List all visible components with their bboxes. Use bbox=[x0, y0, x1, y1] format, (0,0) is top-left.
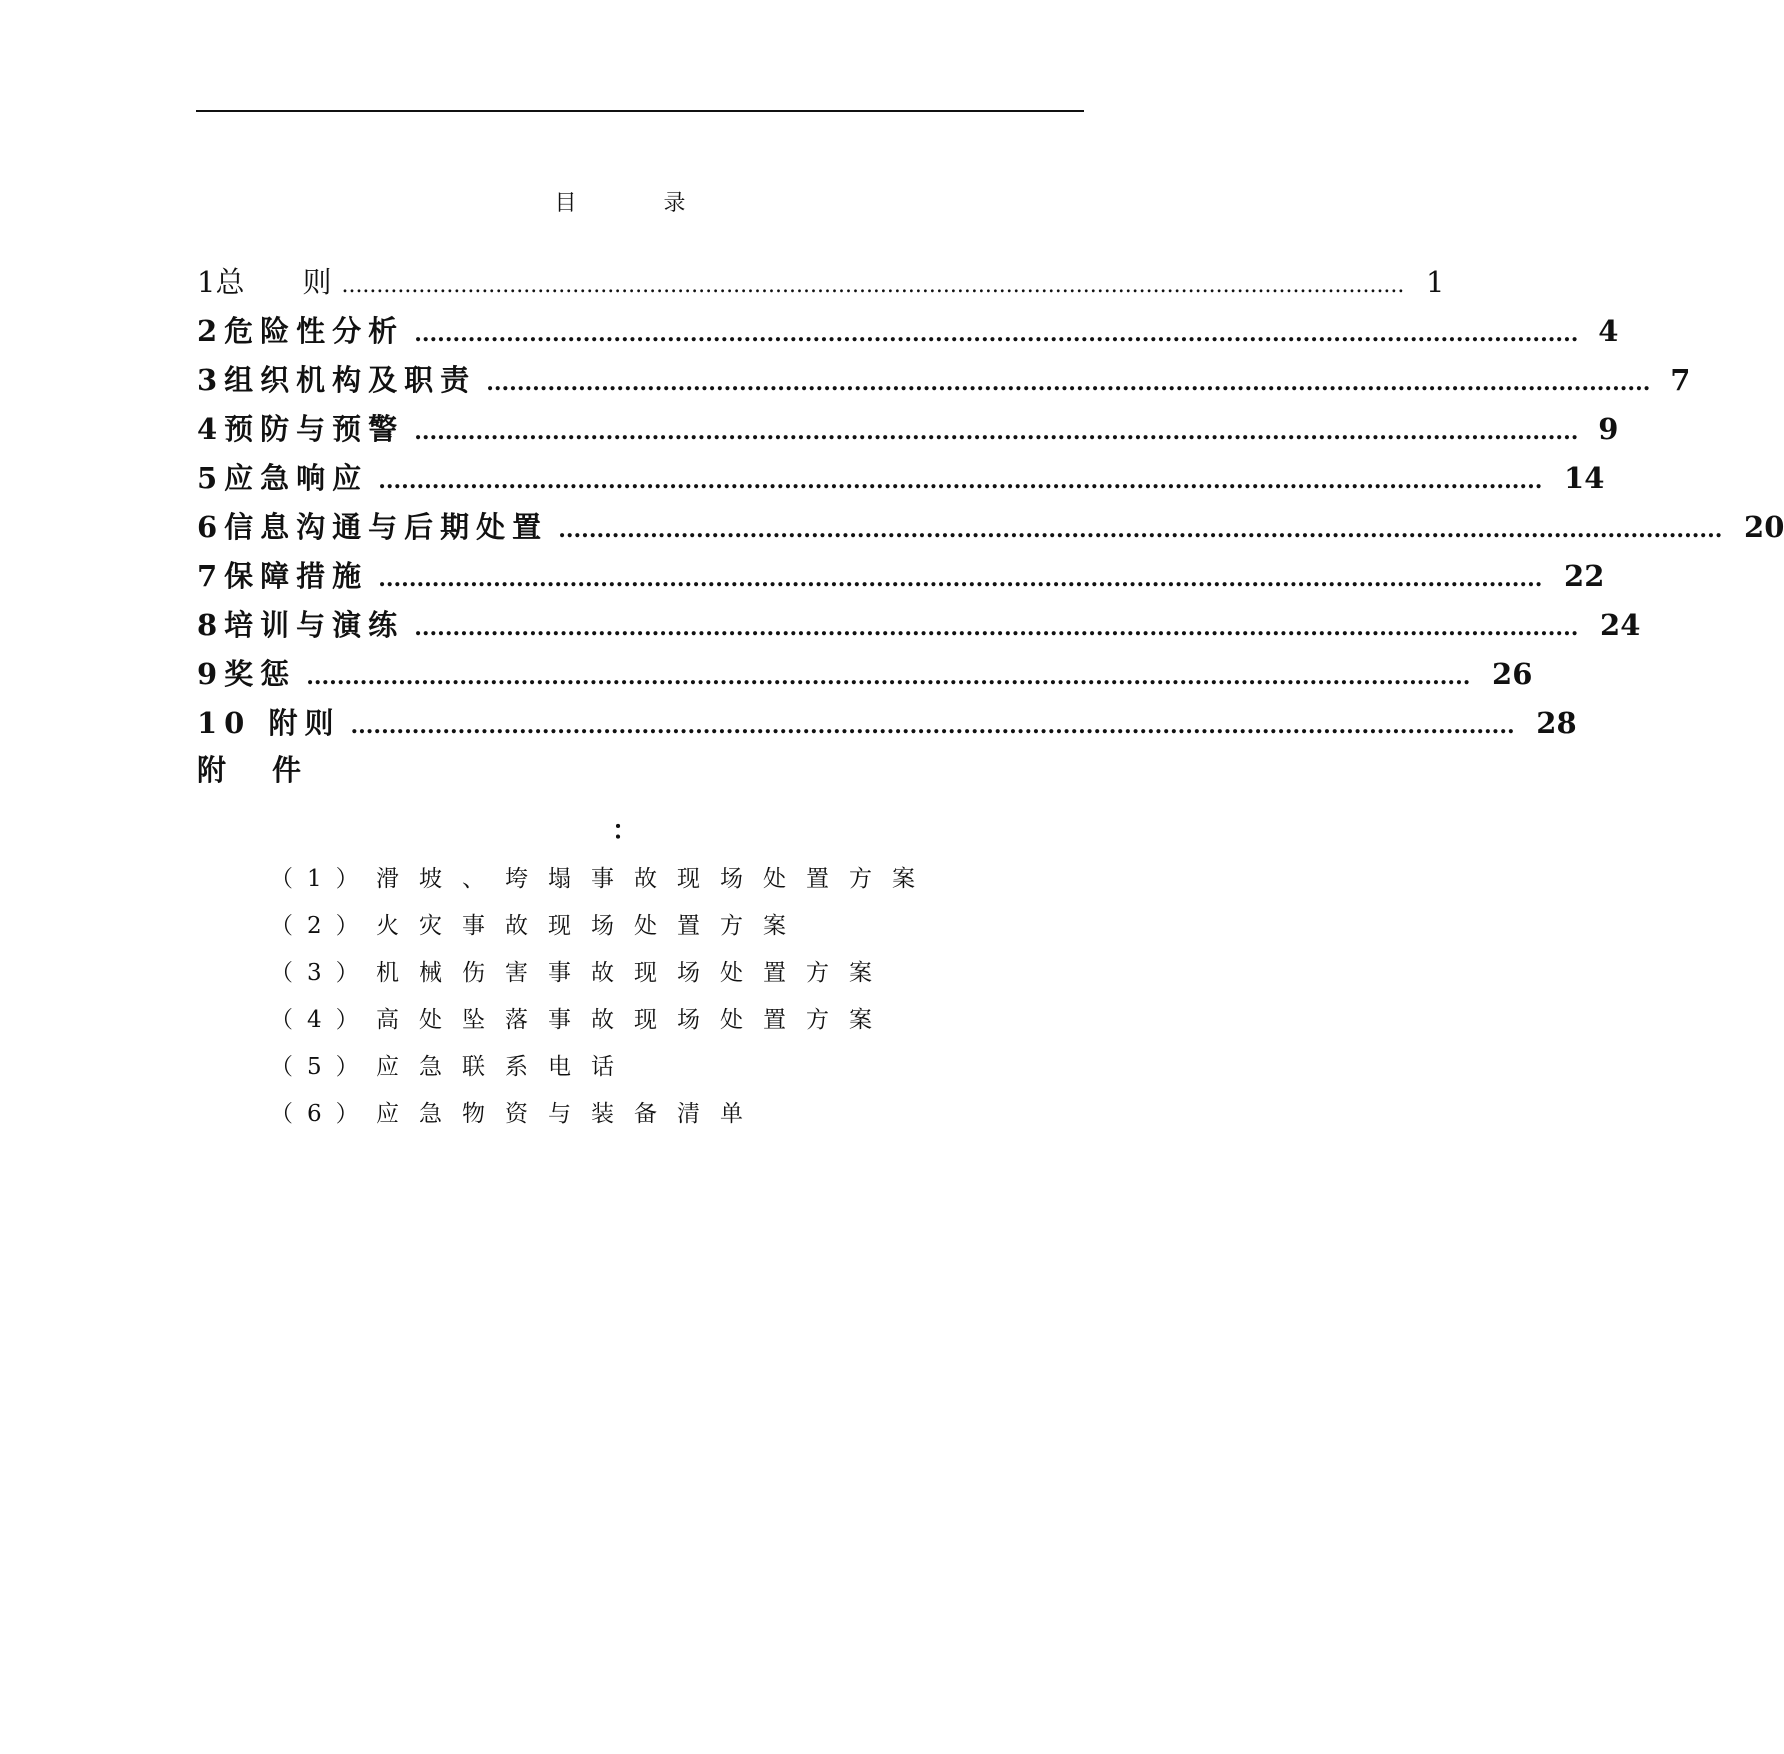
toc-entry[interactable] bbox=[197, 552, 1605, 601]
appendix-item[interactable] bbox=[270, 1091, 1070, 1138]
toc-entry-page: 26 bbox=[1492, 657, 1533, 691]
toc-entry-page: 9 bbox=[1598, 412, 1619, 446]
dot-leader: ........................................................................................................................................................ bbox=[486, 370, 1651, 396]
appendix-item-text: 机械伤害事故现场处置方案 bbox=[376, 960, 892, 986]
appendix-item[interactable] bbox=[270, 1044, 1070, 1091]
toc-entry[interactable] bbox=[197, 601, 1641, 650]
toc-entry[interactable] bbox=[197, 699, 1577, 748]
appendix-item-number: （6） bbox=[270, 1101, 373, 1127]
dot-leader: ........................................................................................................................................................ bbox=[341, 273, 1405, 298]
dot-leader: ........................................................................................................................................................ bbox=[378, 566, 1543, 592]
toc-entry-label: 7保障措施 bbox=[197, 559, 369, 593]
toc-entry-label: 8培训与演练 bbox=[197, 608, 405, 642]
toc-entry[interactable] bbox=[197, 258, 1445, 307]
dot-leader: ........................................................................................................................................................ bbox=[558, 517, 1723, 543]
toc-entry-page: 14 bbox=[1564, 461, 1605, 495]
appendix-list bbox=[270, 856, 1070, 1138]
toc-entry-label: 4预防与预警 bbox=[197, 412, 405, 446]
appendix-colon: ： bbox=[612, 816, 639, 846]
toc-entry[interactable] bbox=[197, 307, 1619, 356]
header-rule bbox=[196, 110, 1084, 112]
toc-entry-label: 3组织机构及职责 bbox=[197, 363, 477, 397]
toc-entry[interactable] bbox=[197, 650, 1533, 699]
appendix-item-text: 应急联系电话 bbox=[376, 1054, 634, 1080]
toc-entry[interactable] bbox=[197, 454, 1605, 503]
appendix-item-text: 滑坡、垮塌事故现场处置方案 bbox=[376, 866, 935, 892]
dot-leader: ........................................................................................................................................................ bbox=[414, 615, 1579, 641]
appendix-item-number: （1） bbox=[270, 866, 373, 892]
appendix-item-number: （5） bbox=[270, 1054, 373, 1080]
dot-leader: ........................................................................................................................................................ bbox=[350, 713, 1515, 739]
toc-entry-page: 24 bbox=[1600, 608, 1641, 642]
toc-entry-label: 9奖惩 bbox=[197, 657, 297, 691]
toc-title: 目 录 bbox=[554, 191, 726, 216]
table-of-contents bbox=[197, 258, 1784, 748]
toc-entry-label: 5应急响应 bbox=[197, 461, 369, 495]
dot-leader: ........................................................................................................................................................ bbox=[414, 419, 1579, 445]
toc-entry-page: 1 bbox=[1425, 265, 1445, 299]
appendix-item[interactable] bbox=[270, 903, 1070, 950]
toc-entry[interactable] bbox=[197, 356, 1691, 405]
appendix-item[interactable] bbox=[270, 950, 1070, 997]
toc-entry[interactable] bbox=[197, 503, 1784, 552]
appendix-item[interactable] bbox=[270, 856, 1070, 903]
appendix-item-number: （3） bbox=[270, 960, 373, 986]
toc-entry-label: 2危险性分析 bbox=[197, 314, 405, 348]
appendix-item-text: 高处坠落事故现场处置方案 bbox=[376, 1007, 892, 1033]
appendix-item-text: 火灾事故现场处置方案 bbox=[376, 913, 806, 939]
dot-leader: ........................................................................................................................................................ bbox=[378, 468, 1543, 494]
appendix-item-number: （4） bbox=[270, 1007, 373, 1033]
appendix-item-number: （2） bbox=[270, 913, 373, 939]
toc-entry-label: 10 附则 bbox=[197, 706, 341, 740]
toc-entry-page: 4 bbox=[1598, 314, 1619, 348]
toc-entry-label: 1总 则 bbox=[197, 265, 332, 299]
appendix-item-text: 应急物资与装备清单 bbox=[376, 1101, 763, 1127]
appendix-item[interactable] bbox=[270, 997, 1070, 1044]
toc-entry-page: 22 bbox=[1564, 559, 1605, 593]
toc-entry[interactable] bbox=[197, 405, 1619, 454]
toc-entry-page: 7 bbox=[1670, 363, 1691, 397]
dot-leader: ........................................................................................................................................................ bbox=[306, 664, 1471, 690]
appendix-title: 附件 bbox=[197, 753, 348, 787]
toc-entry-page: 20 bbox=[1744, 510, 1784, 544]
dot-leader: ........................................................................................................................................................ bbox=[414, 321, 1579, 347]
toc-entry-page: 28 bbox=[1536, 706, 1577, 740]
toc-entry-label: 6信息沟通与后期处置 bbox=[197, 510, 549, 544]
